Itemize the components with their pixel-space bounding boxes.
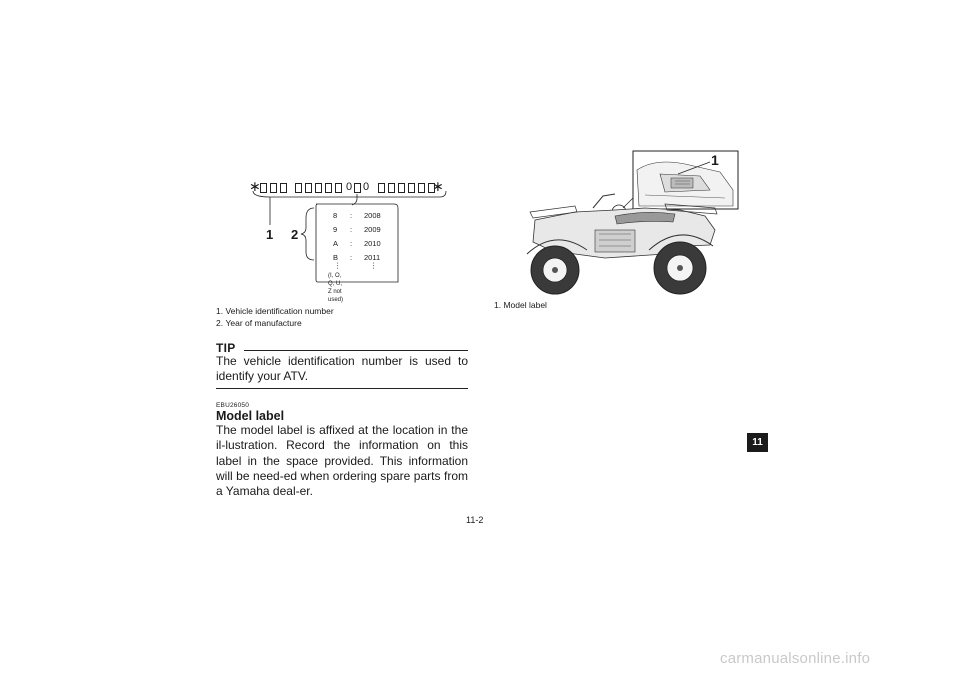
year-code-sep: : (350, 253, 353, 262)
year-value: 2011 (364, 253, 381, 262)
vin-fixed-char: 0 (363, 181, 370, 193)
year-note: (I, O, Q, U, Z not used) (328, 273, 344, 303)
tip-rule (244, 350, 468, 351)
caption-item: 2. Year of manufacture (216, 318, 302, 328)
continuation-dots: ⋮ (370, 261, 378, 270)
year-code-row: B (333, 253, 339, 262)
page-number: 11-2 (466, 515, 484, 525)
year-code-sep: : (350, 239, 353, 248)
caption-item: 1. Model label (494, 300, 547, 310)
year-code-row: A (333, 239, 339, 248)
year-code-sep: : (350, 211, 353, 220)
atv-callout-1: 1 (711, 152, 719, 168)
tip-title: TIP (216, 341, 236, 355)
year-code-row: 8 (333, 211, 338, 220)
section-body: The model label is affixed at the location in the il-lustration. Record the information on this label in the space provided. This information will be need-ed when ordering spare parts from a Yamaha deal-er. (216, 423, 468, 499)
continuation-dots: ⋮ (334, 261, 342, 270)
section-code: EBU26050 (216, 402, 250, 409)
year-value: 2010 (364, 239, 381, 248)
tip-rule (216, 388, 468, 389)
year-code-sep: : (350, 225, 353, 234)
year-value: 2009 (364, 225, 381, 234)
atv-illustration (515, 150, 740, 300)
asterisk-icon: ∗ (432, 178, 444, 194)
chapter-tab: 11 (747, 433, 768, 452)
vin-fixed-char: 0 (346, 181, 353, 193)
year-code-row: 9 (333, 225, 338, 234)
asterisk-icon: ∗ (249, 178, 261, 194)
tip-body: The vehicle identification number is used to identify your ATV. (216, 354, 468, 383)
section-title: Model label (216, 409, 285, 423)
year-value: 2008 (364, 211, 381, 220)
caption-item: 1. Vehicle identification number (216, 306, 334, 316)
vin-leader-lines (0, 0, 480, 300)
watermark: carmanualsonline.info (720, 650, 871, 667)
callout-2: 2 (291, 227, 299, 242)
callout-1: 1 (266, 227, 274, 242)
